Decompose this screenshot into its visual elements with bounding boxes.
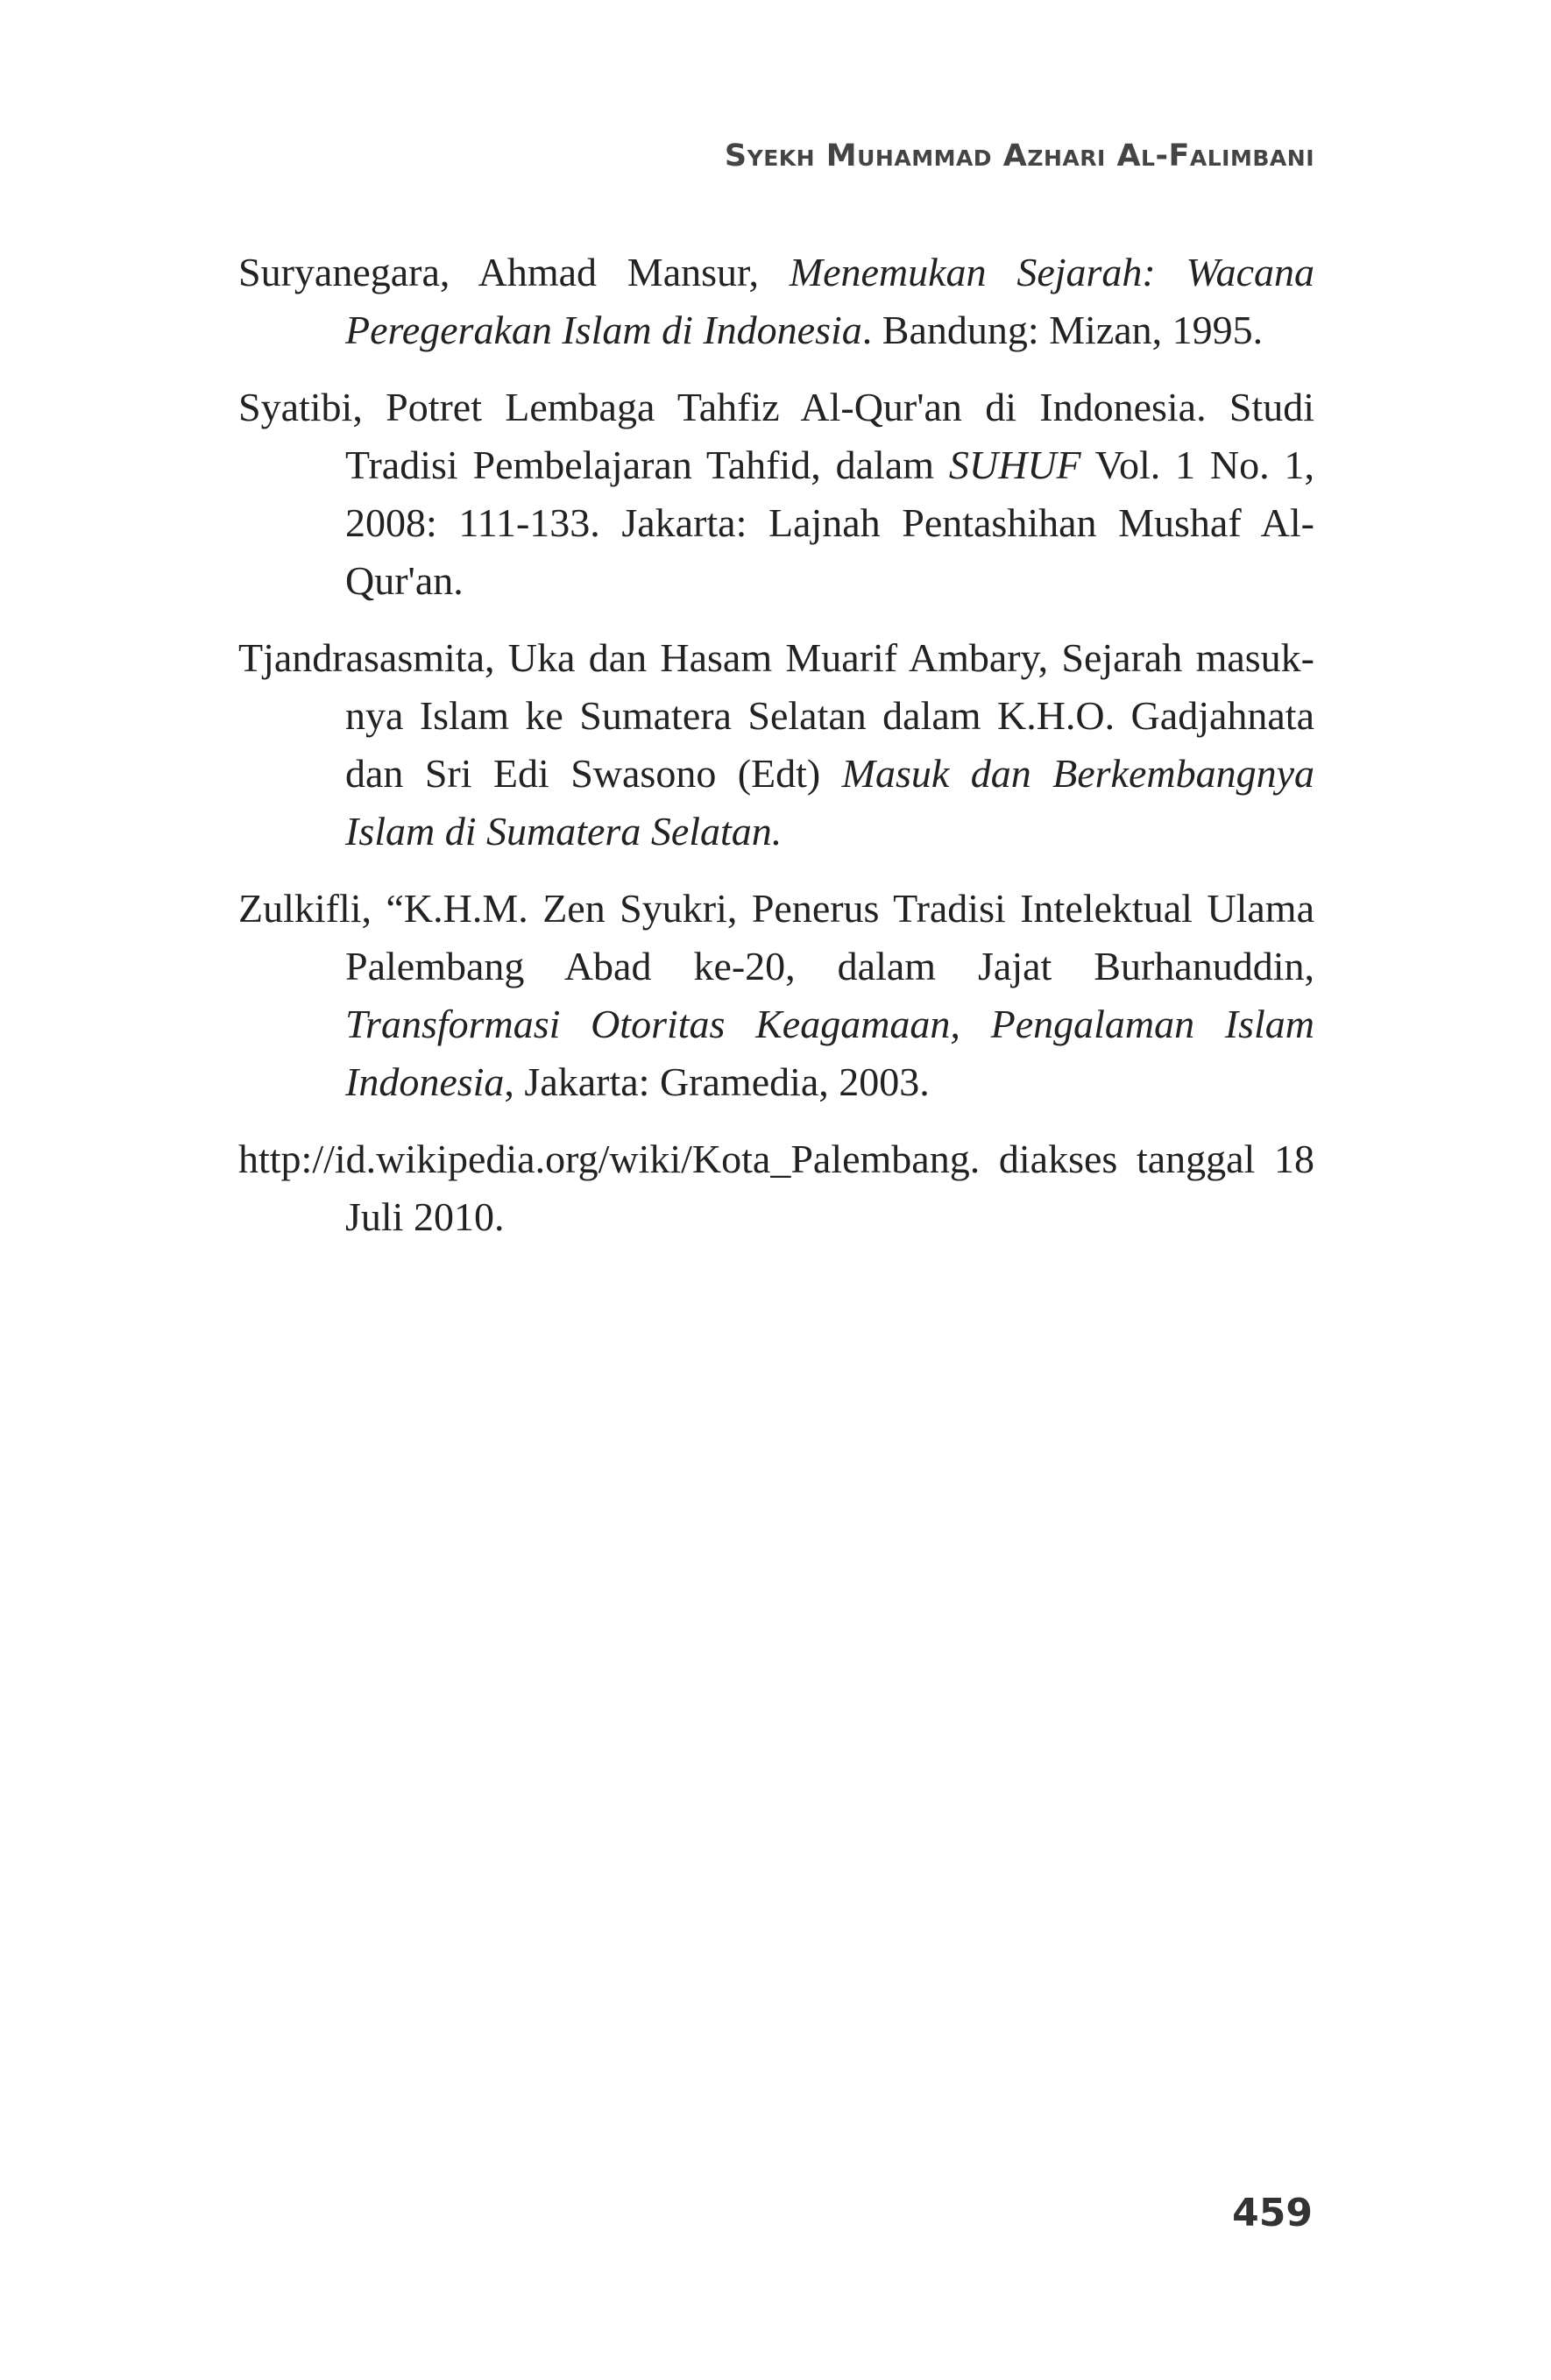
entry-text: Syatibi, Potret Lembaga Tahfiz Al-Qur'an di Indonesia. Studi Tradisi Pembelajaran Tahfid, dalam: [238, 385, 1314, 487]
bibliography-entry: [238, 1130, 1314, 1246]
bibliography-entry: [238, 244, 1314, 359]
entry-title: Masuk dan Berkembangnya Islam di Sumatera Selatan.: [345, 751, 1314, 854]
entry-text: . Bandung: Mizan, 1995.: [861, 308, 1264, 352]
entry-text: Zulkifli, “K.H.M. Zen Syukri, Penerus Tradisi Intelektual Ulama Palembang Abad ke-20, dalam Jajat Burhanuddin,: [238, 886, 1314, 988]
entry-title: Transformasi Otoritas Keagamaan, Pengalaman Islam Indonesia: [345, 1002, 1314, 1104]
bibliography-entry: [238, 379, 1314, 610]
entry-title: SUHUF: [948, 443, 1081, 487]
entry-text: Tjandrasasmita, Uka dan Hasam Muarif Ambary, Sejarah masuk-nya Islam ke Sumatera Selatan dalam K.H.O. Gadjahnata dan Sri Edi Swasono (Edt): [238, 635, 1314, 796]
page-number: 459: [1232, 2191, 1313, 2235]
bibliography-list: [238, 244, 1314, 1265]
bibliography-entry: [238, 880, 1314, 1111]
entry-text: http://id.wikipedia.org/wiki/Kota_Palembang. diakses tanggal 18 Juli 2010.: [238, 1137, 1314, 1239]
running-header: Syekh Muhammad Azhari Al-Falimbani: [724, 138, 1314, 174]
entry-title: Menemukan Sejarah: Wacana Peregerakan Islam di Indonesia: [345, 250, 1315, 352]
entry-text: Suryanegara, Ahmad Mansur,: [238, 250, 790, 294]
bibliography-entry: [238, 629, 1314, 861]
entry-text: , Jakarta: Gramedia, 2003.: [504, 1059, 930, 1104]
entry-text: Vol. 1 No. 1, 2008: 111-133. Jakarta: Lajnah Pentashihan Mushaf Al-Qur'an.: [345, 443, 1314, 603]
